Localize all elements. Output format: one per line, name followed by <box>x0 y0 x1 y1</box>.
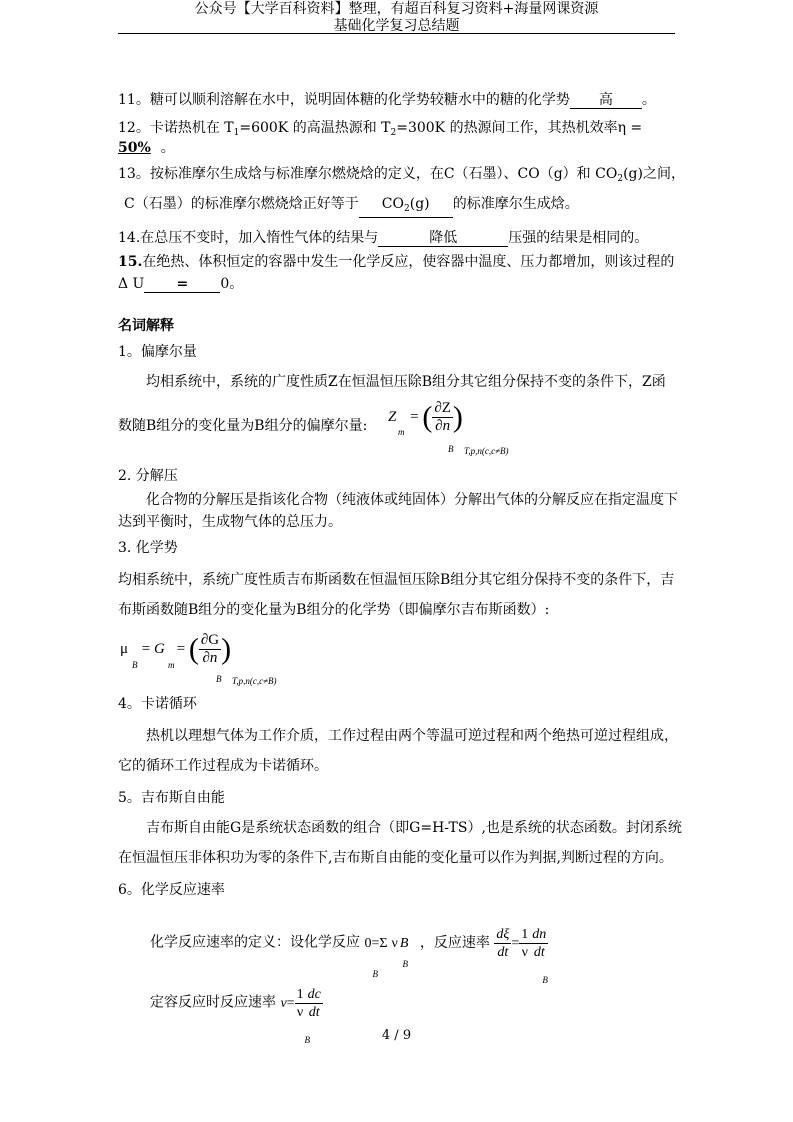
question-12: 12。卡诺热机在 $T_1=600K$ 的高温热源和 $T_2=300K$ 的热源间工作，其热机效率η = <box>118 120 643 138</box>
question-15-line2: Δ U = 0。 <box>118 276 244 292</box>
term-2-para-1: 化合物的分解压是指该化合物（纯液体或纯固体）分解出气体的分解反应在指定温度下 <box>146 492 678 508</box>
term-3-title: 3. 化学势 <box>118 540 178 556</box>
term-4-title: 4。卡诺循环 <box>118 696 197 712</box>
term-6-title: 6。化学反应速率 <box>118 882 225 898</box>
q15-answer: = <box>144 276 220 293</box>
formula-constant-volume-rate: v= $\frac{1}{\nu}$ $\frac{dc}{dt}$ B <box>280 987 321 1045</box>
term-1-title: 1。偏摩尔量 <box>118 344 197 360</box>
header-doc-title: 基础化学复习总结题 <box>333 18 460 34</box>
q13-answer: $CO_2(g)$ <box>359 196 453 218</box>
question-14: 14.在总压不变时，加入惰性气体的结果与 降低 压强的结果是相同的。 <box>118 230 649 246</box>
term-6-para-2: 定容反应时反应速率 v= $\frac{1}{\nu}$ $\frac{dc}{dt}$ B <box>150 987 321 1045</box>
question-13: 13。按标准摩尔生成焓与标准摩尔燃烧焓的定义，在C（石墨）、CO（g）和 $CO_2(g)$之间， <box>118 166 685 184</box>
term-5-para-1: 吉布斯自由能G是系统状态函数的组合（即G=H-TS）,也是系统的状态函数。封闭系统 <box>146 820 682 836</box>
question-15: 15.在绝热、体积恒定的容器中发生一化学反应，使容器中温度、压力都增加，则该过程的 <box>118 254 675 270</box>
term-2-title: 2. 分解压 <box>118 468 178 484</box>
question-11: 11。糖可以顺利溶解在水中，说明固体糖的化学势较糖水中的糖的化学势 高 。 <box>118 92 656 108</box>
term-5-title: 5。吉布斯自由能 <box>118 790 225 806</box>
header-source-line: 公众号【大学百科资料】整理，有超百科复习资料+海量网课资源 <box>194 1 599 17</box>
formula-partial-molar: Z m = ( $\frac{\partial Z}{\partial n}$ ) B T,p,n(c,c≠B) <box>388 400 509 456</box>
term-1-para-1: 均相系统中，系统的广度性质Z在恒温恒压除B组分其它组分保持不变的条件下，Z函 <box>146 374 666 390</box>
q12-answer: 50% <box>118 140 151 156</box>
header-divider <box>118 33 675 34</box>
term-3-para-2: 布斯函数随B组分的变化量为B组分的化学势（即偏摩尔吉布斯函数）: <box>118 602 550 618</box>
term-5-para-2: 在恒温恒压非体积功为零的条件下,吉布斯自由能的变化量可以作为判据,判断过程的方向。 <box>118 850 673 866</box>
term-4-para-2: 它的循环工作过程成为卡诺循环。 <box>118 758 328 774</box>
question-12-answer-line: 50% 。 <box>118 140 175 156</box>
q11-answer: 高 <box>570 92 642 109</box>
question-13-line2: C（石墨）的标准摩尔燃烧焓正好等于 $CO_2(g)$ 的标准摩尔生成焓。 <box>124 194 579 218</box>
formula-reaction: 0=Σ ν B B B <box>364 935 409 979</box>
q14-answer: 降低 <box>378 230 508 247</box>
section-title: 名词解释 <box>118 318 174 334</box>
formula-chemical-potential: μ B = G m = ( $\frac{\partial G}{\partial n}$ ) B T,p,n(c,c≠B) <box>120 632 277 686</box>
term-1-para-2: 数随B组分的变化量为B组分的偏摩尔量: <box>118 418 368 434</box>
formula-rate: $\frac{d\xi}{dt}$ = $\frac{1}{\nu}$ $\frac{dn}{dt}$ B <box>496 927 548 985</box>
term-6-para-1: 化学反应速率的定义：设化学反应 0=Σ ν B B B ，反应速率 $\frac{d\xi}{dt}$ = $\frac{1}{\nu}$ $\frac{dn}{dt}$ B <box>150 927 548 985</box>
page-number: 4 / 9 <box>381 1028 412 1043</box>
term-4-para-1: 热机以理想气体为工作介质，工作过程由两个等温可逆过程和两个绝热可逆过程组成， <box>146 728 678 744</box>
term-3-para-1: 均相系统中，系统广度性质吉布斯函数在恒温恒压除B组分其它组分保持不变的条件下，吉 <box>118 572 675 588</box>
term-2-para-2: 达到平衡时，生成物气体的总压力。 <box>118 514 342 530</box>
